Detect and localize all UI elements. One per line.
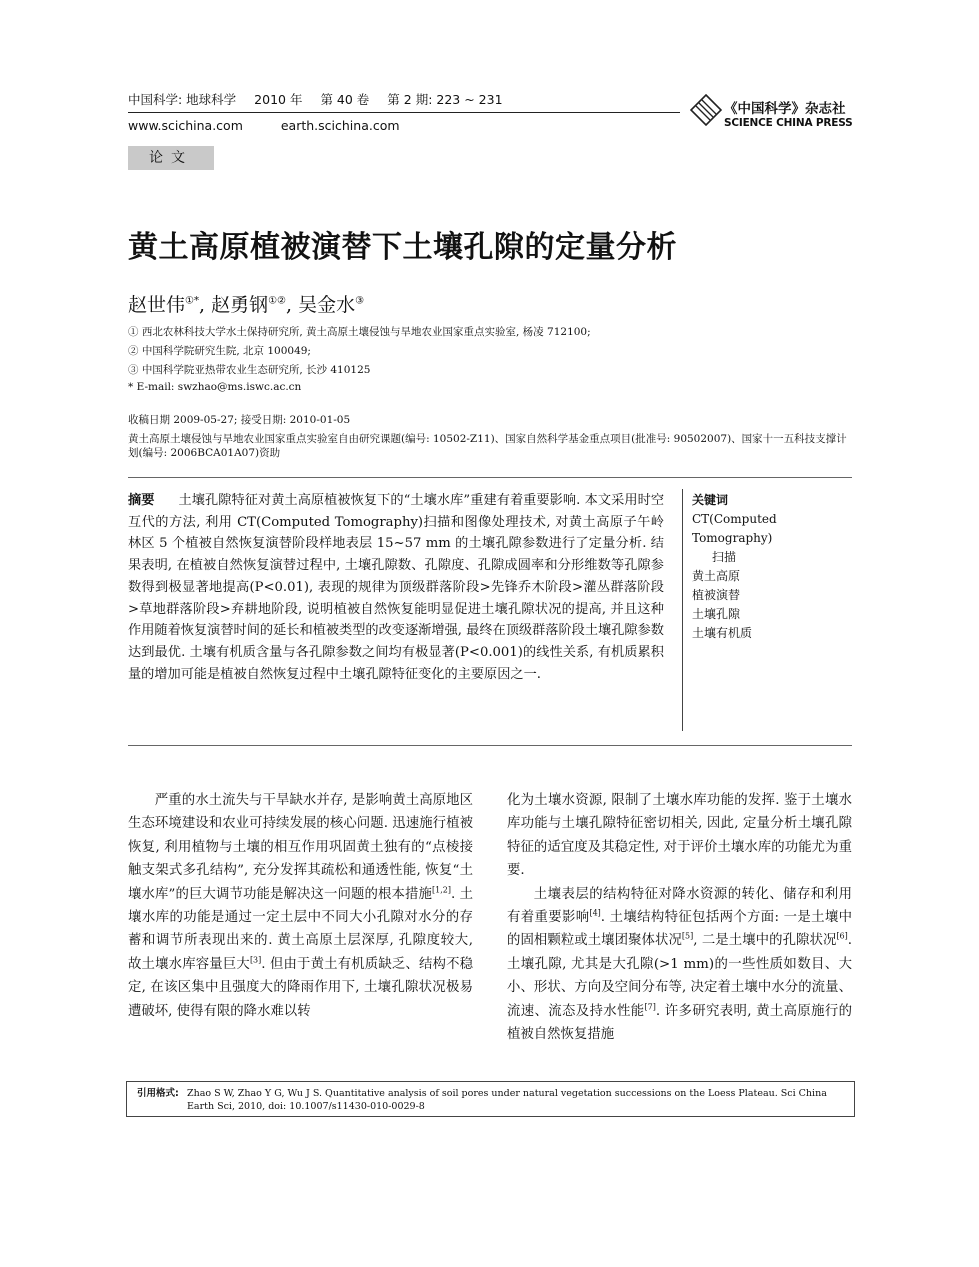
abstract-text: 土壤孔隙特征对黄土高原植被恢复下的“土壤水库”重建有着重要影响. 本文采用时空互代的方法, 利用 CT(Computed Tomography)扫描和图像处理技术, 对黄土高原子午岭林区 5 个植被自然恢复演替阶段样地表层 15~57 mm 的土壤孔隙参数进行了定量分析. 结果表明, 在植被自然恢复演替过程中, 土壤孔隙数、孔隙度、孔隙成圆率和分形维数等孔隙参数得到极显著地提高(P<0.01), 表现的规律为顶级群落阶段>先锋乔木阶段>灌丛群落阶段>草地群落阶段>弃耕地阶段, 说明植被自然恢复能明显促进土壤孔隙状况的提高, 并且这种作用随着恢复演替时间的延长和植被类型的改变逐渐增强, 最终在顶级群落阶段土壤孔隙参数达到最优. 土壤有机质含量与各孔隙参数之间均有极显著(P<0.001)的线性关系, 有机质累积量的增加可能是植被自然恢复过程中土壤孔隙特征变化的主要原因之一. bbox=[128, 493, 665, 682]
keywords-label: 关键词 bbox=[692, 493, 729, 507]
body-paragraph bbox=[128, 789, 473, 1023]
body-text: , 二是土壤中的孔隙状况 bbox=[693, 933, 837, 949]
journal-url-main[interactable]: www.scichina.com bbox=[128, 118, 243, 133]
author-name: 吴金水 bbox=[298, 294, 356, 316]
body-text: . 许多研究表明, 黄土高原施行的植被自然恢复措施 bbox=[507, 1003, 853, 1043]
author-mark: ①② bbox=[268, 295, 287, 307]
body-text: . 土壤结构特征包括两个方面: 一是土壤中的固相颗粒或土壤团聚体状况 bbox=[507, 910, 853, 949]
publisher-block bbox=[690, 90, 855, 132]
abstract-top-rule bbox=[128, 477, 852, 478]
journal-urls bbox=[128, 118, 434, 133]
journal-issue-pages: 第 2 期: 223 ~ 231 bbox=[387, 92, 503, 107]
body-text: 土壤表层的结构特征对降水资源的转化、储存和利用有着重要影响 bbox=[507, 886, 852, 926]
journal-volume: 第 40 卷 bbox=[320, 92, 370, 107]
keyword-item: 黄土高原 bbox=[692, 569, 741, 583]
body-text: . 但由于黄土有机质缺乏、结构不稳定, 在该区集中且强度大的降雨作用下, 土壤孔隙状况极易遭破坏, 使得有限的降水难以转 bbox=[128, 956, 474, 1019]
body-text: 严重的水土流失与干旱缺水并存, 是影响黄土高原地区生态环境建设和农业可持续发展的核心问题. 迅速施行植被恢复, 利用植物与土壤的相互作用巩固黄土独有的“点棱接触支架式多孔结构”, 充分发挥其疏松和通透性能, 恢复“土壤水库”的巨大调节功能是解决这一问题的根本措施 bbox=[128, 793, 473, 902]
citation-ref[interactable]: [4] bbox=[589, 908, 601, 918]
publisher-name-en: SCIENCE CHINA PRESS bbox=[724, 117, 853, 129]
citation-label: 引用格式: bbox=[137, 1088, 179, 1099]
body-column-right bbox=[507, 789, 852, 1046]
journal-header bbox=[128, 90, 517, 108]
article-type-tag: 论文 bbox=[128, 146, 214, 170]
citation-ref[interactable]: [6] bbox=[836, 931, 848, 941]
author-separator: , bbox=[286, 294, 299, 316]
author-mark: ③ bbox=[355, 295, 365, 307]
journal-url-earth[interactable]: earth.scichina.com bbox=[280, 118, 400, 133]
citation-ref[interactable]: [7] bbox=[644, 1002, 656, 1012]
author-list bbox=[128, 290, 364, 317]
keyword-item: 扫描 bbox=[712, 550, 737, 564]
keyword-item: CT(Computed Tomography) bbox=[692, 512, 777, 545]
abstract-bottom-rule bbox=[128, 745, 852, 746]
author-separator: , bbox=[198, 294, 212, 316]
citation-ref[interactable]: [1,2] bbox=[432, 885, 451, 895]
affiliation-2: ② 中国科学院研究生院, 北京 100049; bbox=[128, 345, 311, 357]
author-name: 赵世伟 bbox=[128, 294, 186, 316]
body-text: . 土壤孔隙, 尤其是大孔隙(>1 mm)的一些性质如数目、大小、形状、方向及空间分布等, 决定着土壤中水分的流量、流速、流态及持水性能 bbox=[507, 933, 853, 1019]
body-text: . 土壤水库的功能是通过一定土层中不同大小孔隙对水分的存蓄和调节所表现出来的. 黄土高原土层深厚, 孔隙度较大, 故土壤水库容量巨大 bbox=[128, 886, 473, 972]
publisher-name-cn: 《中国科学》杂志社 bbox=[724, 101, 846, 117]
body-column-left bbox=[128, 789, 473, 1023]
keyword-item: 植被演替 bbox=[692, 588, 741, 602]
citation-text: Zhao S W, Zhao Y G, Wu J S. Quantitative analysis of soil pores under natural vegetation successions on the Loess Plateau. Sci China Earth Sci, 2010, doi: 10.1007/s11430-010-0029-8 bbox=[187, 1088, 827, 1112]
publisher-logo-icon bbox=[690, 94, 722, 126]
citation-ref[interactable]: [3] bbox=[249, 955, 262, 965]
citation-box bbox=[126, 1081, 855, 1117]
funding-note: 黄土高原土壤侵蚀与旱地农业国家重点实验室自由研究课题(编号: 10502-Z11)、国家自然科学基金重点项目(批准号: 90502007)、国家十一五科技支撑计划(编号: 2006BCA01A07)资助 bbox=[128, 433, 847, 459]
keywords-divider bbox=[682, 489, 683, 731]
header-rule bbox=[128, 112, 680, 113]
keyword-item: 土壤孔隙 bbox=[692, 607, 741, 621]
received-dates: 收稿日期 2009-05-27; 接受日期: 2010-01-05 bbox=[128, 414, 351, 426]
citation-ref[interactable]: [5] bbox=[681, 931, 694, 941]
paper-title: 黄土高原植被演替下土壤孔隙的定量分析 bbox=[128, 230, 677, 265]
body-paragraph bbox=[507, 883, 852, 1047]
abstract-label: 摘要 bbox=[128, 493, 155, 508]
keywords bbox=[692, 491, 856, 643]
affiliation-1: ① 西北农林科技大学水土保持研究所, 黄土高原土壤侵蚀与旱地农业国家重点实验室, 杨凌 712100; bbox=[128, 326, 591, 338]
author-mark: ①* bbox=[185, 295, 199, 307]
body-paragraph: 化为土壤水资源, 限制了土壤水库功能的发挥. 鉴于土壤水库功能与土壤孔隙特征密切相关, 因此, 定量分析土壤孔隙特征的适宜度及其稳定性, 对于评价土壤水库的功能尤为重要. bbox=[507, 793, 852, 879]
keyword-item: 土壤有机质 bbox=[692, 626, 753, 640]
journal-name: 中国科学: 地球科学 bbox=[128, 92, 237, 107]
abstract bbox=[128, 490, 664, 685]
author-name: 赵勇钢 bbox=[211, 294, 269, 316]
corresponding-email[interactable]: * E-mail: swzhao@ms.iswc.ac.cn bbox=[128, 381, 302, 393]
journal-year: 2010 年 bbox=[254, 92, 303, 107]
affiliation-3: ③ 中国科学院亚热带农业生态研究所, 长沙 410125 bbox=[128, 364, 371, 376]
